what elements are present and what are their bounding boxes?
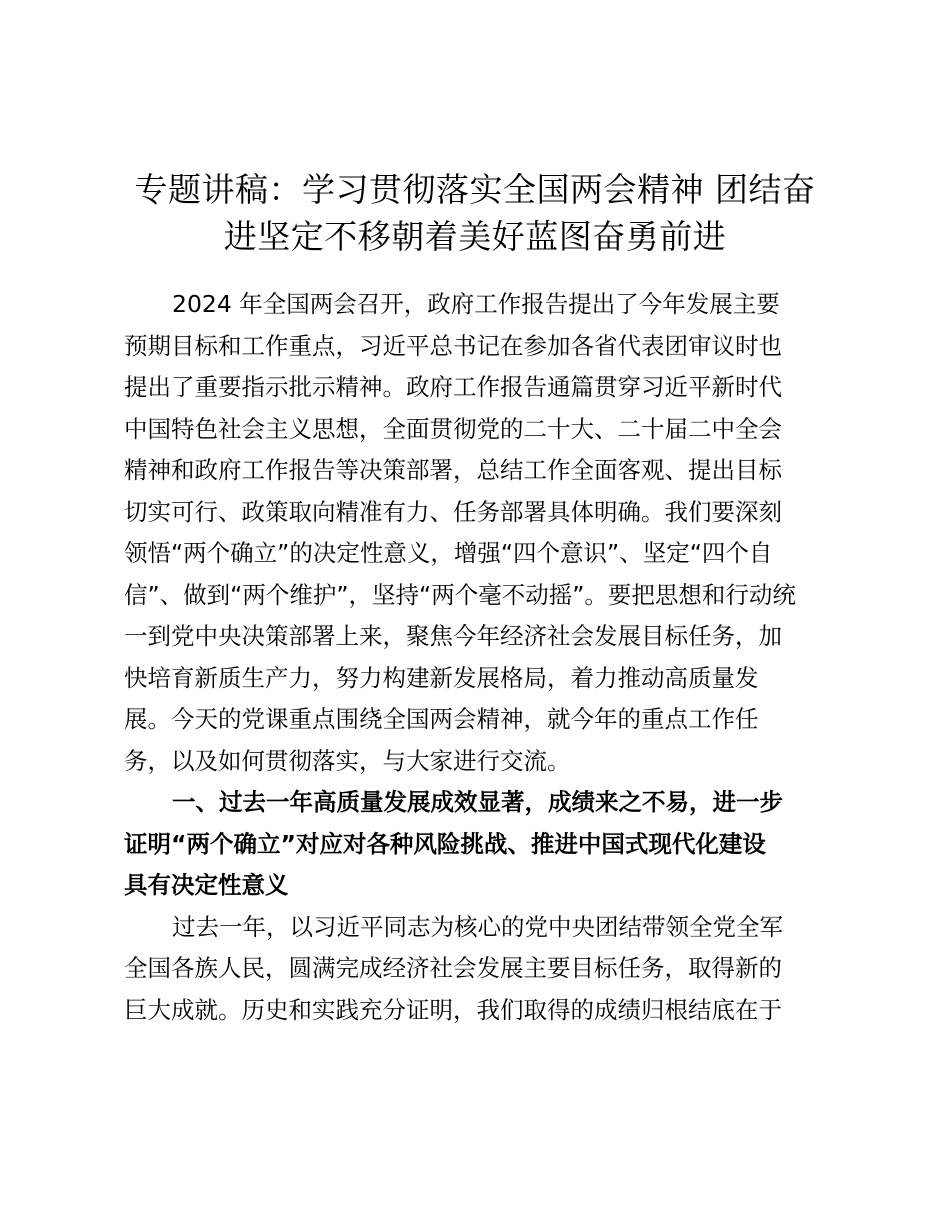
paragraph-line: 信”、做到“两个维护”，坚持“两个毫不动摇”。要把思想和行动统 [124,580,796,609]
section-paragraph [124,907,836,1032]
heading-line: 具有决定性意义 [124,871,289,899]
paragraph-line: 过去一年，以习近平同志为核心的党中央团结带领全党全军 [172,912,783,941]
paragraph-line: 切实可行、政策取向精准有力、任务部署具体明确。我们要深刻 [124,497,782,526]
paragraph-line: 中国特色社会主义思想，全面贯彻党的二十大、二十届二中全会 [124,414,782,443]
paragraph-line: 2024 年全国两会召开，政府工作报告提出了今年发展主要 [172,290,780,318]
title-line: 专题讲稿：学习贯彻落实全国两会精神 团结奋 [134,170,816,209]
paragraph-line: 提出了重要指示批示精神。政府工作报告通篇贯穿习近平新时代 [124,373,782,401]
document-body [124,284,836,1031]
paragraph-line: 快培育新质生产力，努力构建新发展格局，着力推动高质量发 [124,663,759,692]
paragraph-line: 预期目标和工作重点，习近平总书记在参加各省代表团审议时也 [124,331,782,360]
paragraph-line: 领悟“两个确立”的决定性意义，增强“四个意识”、坚定“四个自 [124,539,773,567]
section-heading [124,782,836,907]
paragraph-line: 一到党中央决策部署上来，聚焦今年经济社会发展目标任务，加 [124,622,782,650]
intro-paragraph [124,284,836,782]
heading-line: 证明“两个确立”对应对各种风险挑战、推进中国式现代化建设 [124,829,766,858]
paragraph-line: 巨大成就。历史和实践充分证明，我们取得的成绩归根结底在于 [124,995,782,1024]
paragraph-line: 展。今天的党课重点围绕全国两会精神，就今年的重点工作任 [124,705,759,733]
paragraph-line: 全国各族人民，圆满完成经济社会发展主要目标任务，取得新的 [124,954,782,982]
title-line: 进坚定不移朝着美好蓝图奋勇前进 [223,217,727,256]
heading-line: 一、过去一年高质量发展成效显著，成绩来之不易，进一步 [172,788,783,816]
paragraph-line: 精神和政府工作报告等决策部署，总结工作全面客观、提出目标 [124,456,782,484]
paragraph-line: 务，以及如何贯彻落实，与大家进行交流。 [124,746,571,775]
document-title [100,166,850,260]
